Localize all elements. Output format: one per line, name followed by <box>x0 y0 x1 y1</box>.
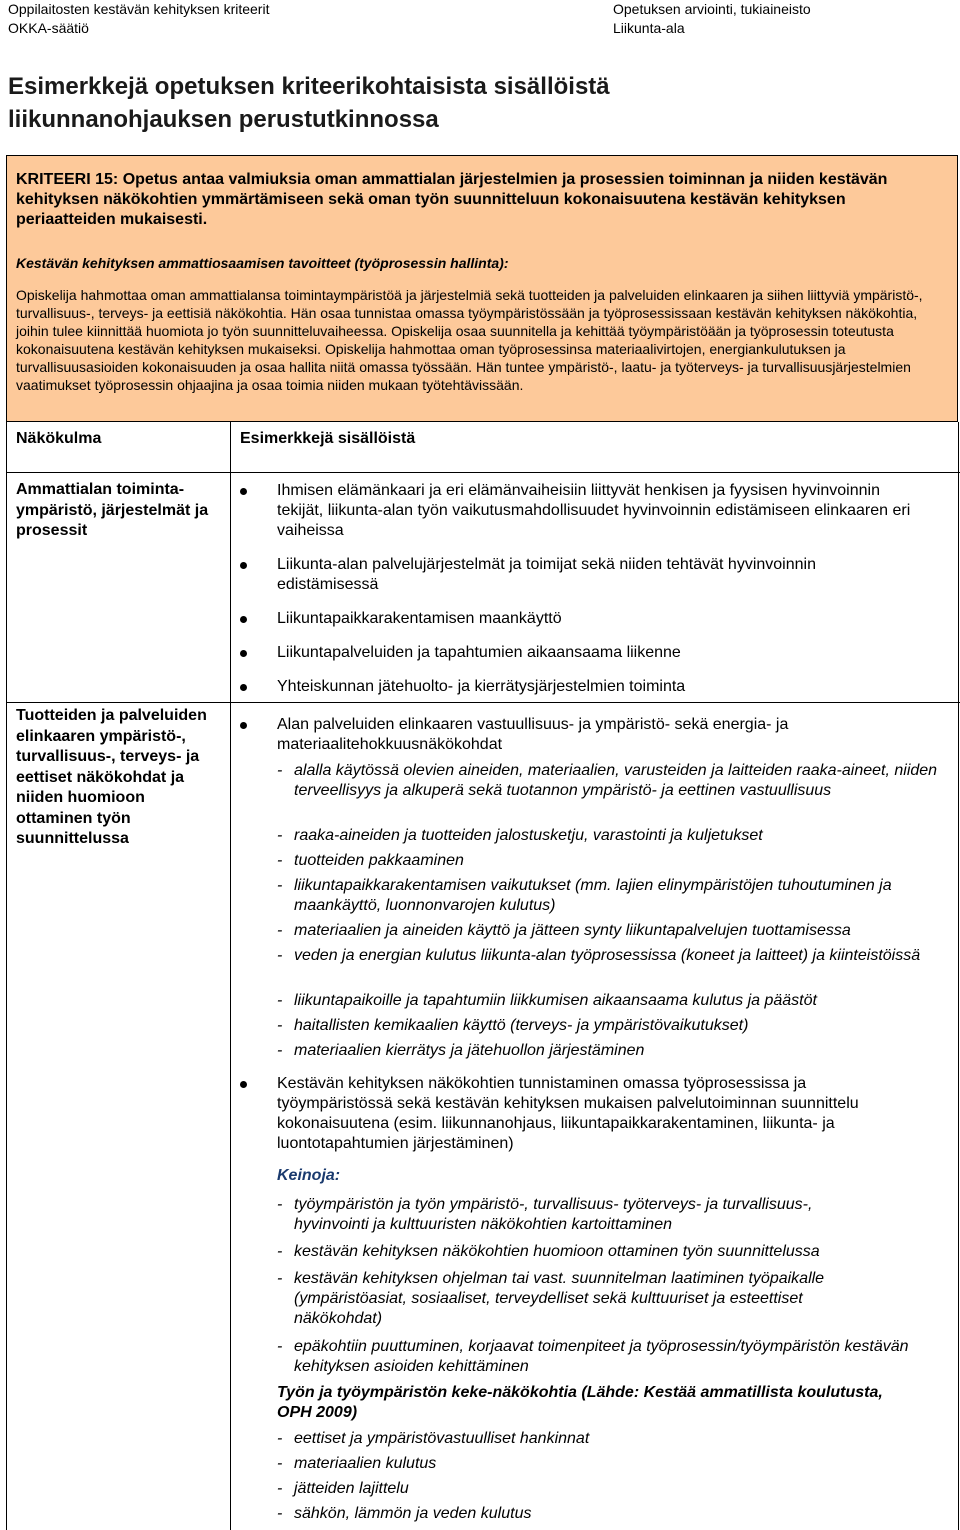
page-title-line1: Esimerkkejä opetuksen kriteerikohtaisista sisällöistä <box>8 73 610 100</box>
header-left-line1: Oppilaitosten kestävän kehityksen kriteerit <box>8 1 270 17</box>
dash-item-text: tuotteiden pakkaaminen <box>294 852 464 869</box>
list-item-text: Liikuntapaikkarakentamisen maankäyttö <box>277 610 562 627</box>
dash-item-text: epäkohtiin puuttuminen, korjaavat toimenpiteet ja työprosessin/työympäristön kestävän kehityksen asioiden kehittäminen <box>294 1338 909 1375</box>
table-right-border <box>958 422 959 1530</box>
bullet-icon <box>240 722 247 729</box>
goals-text: Opiskelija hahmottaa oman ammattialansa toimintaympäristöä ja järjestelmiä sekä tuotteiden ja palveluiden elinkaaren ja siihen liittyviä ympäristö-, turvallisuus-, terveys- ja eettisiä näkökohtia. Hän osaa tunnistaa omassa työympäristössään ja työprosessissaan kestävän kehityksen näkökohtia, joihin tulee kiinnittää huomiota jo työn suunnitteluvaiheessa. Opiskelija osaa suunnitella ja kehittää työympäristöään ja työprosessin toteutusta kokonaisuutena kestävän kehityksen mukaiseksi. Opiskelija hahmottaa oman työprosessinsa materiaalivirtojen, energiankulutuksen ja turvallisuusasioiden kokonaisuuden ja osaa hallita niitä omassa työssään. Hän tuntee ympäristö-, laatu- ja työterveys- ja turvallisuusjärjestelmien vaatimukset työprosessin ohjaajina ja osaa toimia niiden mukaan työtehtävissään. <box>16 287 923 393</box>
header-left <box>8 0 269 38</box>
table-left-border <box>6 422 7 1530</box>
list-item-text: Ihmisen elämänkaari ja eri elämänvaiheisiin liittyvät henkisen ja fyysisen hyvinvoinnin tekijät, liikunta-alan työn vaikutusmahdollisuudet hyvinvoinnin edistämiseen elinkaaren eri vaiheissa <box>277 482 911 539</box>
dash-item-text: työympäristön ja työn ympäristö-, turvallisuus- työterveys- ja turvallisuus-, hyvinvointi ja kulttuuristen näkökohtien kartoittaminen <box>294 1196 813 1233</box>
dash-item-text: kestävän kehityksen ohjelman tai vast. suunnitelman laatiminen työpaikalle (ympäristöasiat, sosiaaliset, terveydelliset sekä kulttuuriset ja esteettiset näkökohdat) <box>294 1270 825 1327</box>
bullet-icon <box>240 650 247 657</box>
list-item-text: Yhteiskunnan jätehuolto- ja kierrätysjärjestelmien toiminta <box>277 678 686 695</box>
bullet-icon <box>240 1081 247 1088</box>
dash-item-text: liikuntapaikoille ja tapahtumiin liikkumisen aikaansaama kulutus ja päästöt <box>294 992 817 1009</box>
section2-label: Tuotteiden ja palveluiden elinkaaren ympäristö-, turvallisuus-, terveys- ja eettiset näkökohdat ja niiden huomioon ottaminen työn suunnittelussa <box>16 707 207 847</box>
dash-item-text: veden ja energian kulutus liikunta-alan työprosessissa (koneet ja laitteet) ja kiinteistöissä <box>294 947 921 964</box>
bullet-icon <box>240 616 247 623</box>
dash-item-text: sähkön, lämmön ja veden kulutus <box>294 1505 532 1522</box>
list-item-text: Kestävän kehityksen näkökohtien tunnistaminen omassa työprosessissa ja työympäristössä sekä kestävän kehityksen mukaisen palvelutoiminnan suunnittelu kokonaisuutena (esim. liikunnanohjaus, liikuntapaikkarakentaminen, liikunta- ja luontotapahtumien järjestäminen) <box>277 1075 859 1152</box>
list-item-text: Liikuntapalveluiden ja tapahtumien aikaansaama liikenne <box>277 644 681 661</box>
dash-item-text: eettiset ja ympäristövastuulliset hankinnat <box>294 1430 590 1447</box>
page-title-line2: liikunnanohjauksen perustutkinnossa <box>8 106 439 133</box>
bullet-icon <box>240 684 247 691</box>
header-right-line1: Opetuksen arviointi, tukiaineisto <box>613 1 811 17</box>
table-row-divider <box>6 702 960 703</box>
header-right <box>613 0 811 38</box>
list-item-text: Liikunta-alan palvelujärjestelmät ja toimijat sekä niiden tehtävät hyvinvoinnin edistämisessä <box>277 556 816 593</box>
dash-item-text: materiaalien ja aineiden käyttö ja jätteen synty liikuntapalvelujen tuottamisessa <box>294 922 851 939</box>
keinoja-label: Keinoja: <box>277 1167 341 1184</box>
section1-label: Ammattialan toiminta-ympäristö, järjestelmät ja prosessit <box>16 481 209 539</box>
dash-item-text: liikuntapaikkarakentamisen vaikutukset (mm. lajien elinympäristöjen tuhoutuminen ja maankäyttö, luonnonvarojen kulutus) <box>294 877 892 914</box>
table-header-divider <box>6 472 960 473</box>
dash-item-text: kestävän kehityksen näkökohtien huomioon ottaminen työn suunnittelussa <box>294 1243 820 1260</box>
bullet-icon <box>240 562 247 569</box>
header-right-line2: Liikunta-ala <box>613 20 685 36</box>
list-item-text: Alan palveluiden elinkaaren vastuullisuus- ja ympäristö- sekä energia- ja materiaalitehokkuusnäkökohdat <box>277 716 789 753</box>
dash-item-text: raaka-aineiden ja tuotteiden jalostusketju, varastointi ja kuljetukset <box>294 827 763 844</box>
dash-item-text: alalla käytössä olevien aineiden, materiaalien, varusteiden ja laitteiden raaka-aineet, niiden terveellisyys ja alkuperä sekä tuotannon ympäristö- ja eettinen vastuullisuus <box>294 762 938 799</box>
dash-item-text: jätteiden lajittelu <box>294 1480 409 1497</box>
table-column-divider <box>230 422 231 1530</box>
criterion-text: KRITEERI 15: Opetus antaa valmiuksia oman ammattialan järjestelmien ja prosessien toiminnan ja niiden kestävän kehityksen näkökohtien ymmärtämiseen sekä oman työn suunnitteluun kokonaisuutena kestävän kehityksen periaatteiden mukaisesti. <box>16 171 888 228</box>
dash-item-text: haitallisten kemikaalien käyttö (terveys- ja ympäristövaikutukset) <box>294 1017 749 1034</box>
dash-item-text: materiaalien kulutus <box>294 1455 437 1472</box>
column-header-examples: Esimerkkejä sisällöistä <box>240 430 416 447</box>
keke-heading: Työn ja työympäristön keke-näkökohtia (Lähde: Kestää ammatillista koulutusta, OPH 2009) <box>277 1384 883 1421</box>
header-left-line2: OKKA-säätiö <box>8 20 89 36</box>
column-header-viewpoint: Näkökulma <box>16 430 102 447</box>
bullet-icon <box>240 488 247 495</box>
page-title <box>8 70 908 136</box>
dash-item-text: materiaalien kierrätys ja jätehuollon järjestäminen <box>294 1042 645 1059</box>
goals-heading: Kestävän kehityksen ammattiosaamisen tavoitteet (työprosessin hallinta): <box>16 255 509 271</box>
